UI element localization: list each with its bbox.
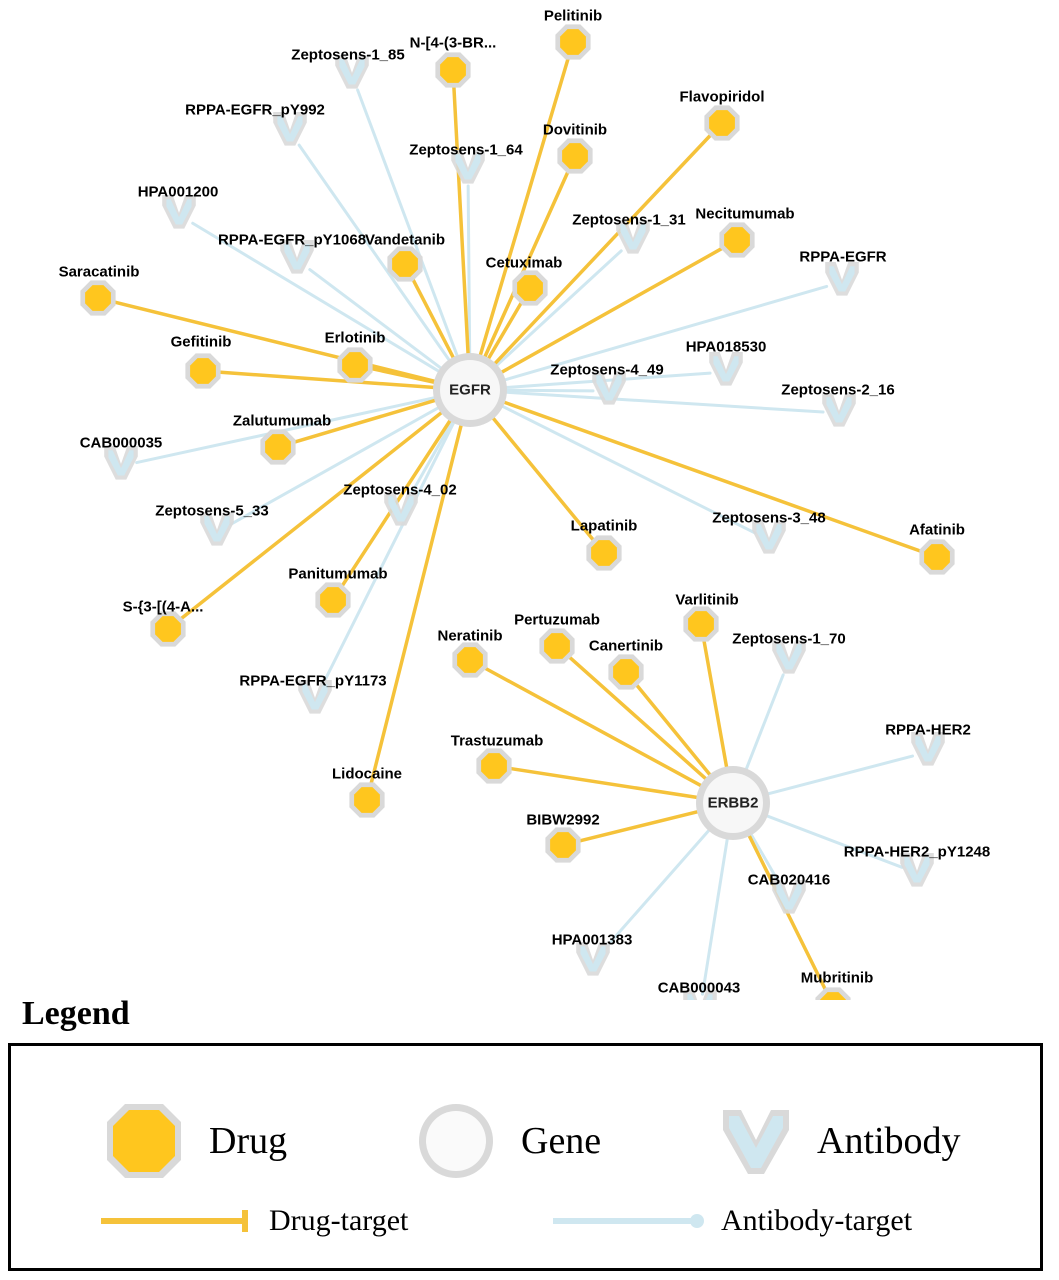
antibody-node[interactable] bbox=[911, 732, 945, 766]
antibody-node-label: RPPA-EGFR_pY1173 bbox=[239, 672, 387, 690]
legend-label-drug: Drug bbox=[209, 1120, 288, 1162]
legend-box bbox=[8, 1043, 1043, 1271]
drug-node[interactable] bbox=[815, 987, 850, 1000]
drug-node-label: Zalutumumab bbox=[232, 412, 332, 430]
drug-node[interactable] bbox=[557, 138, 592, 173]
edge bbox=[499, 286, 827, 381]
antibody-node-label: RPPA-EGFR bbox=[799, 248, 887, 266]
drug-node-label: Pelitinib bbox=[543, 7, 603, 25]
drug-node[interactable] bbox=[80, 280, 115, 315]
antibody-node[interactable] bbox=[683, 990, 717, 1000]
antibody-icon bbox=[711, 1096, 801, 1186]
antibody-node-label: Zeptosens-4_02 bbox=[343, 481, 457, 499]
legend-label-gene: Gene bbox=[521, 1120, 602, 1162]
antibody-node-label: RPPA-HER2 bbox=[885, 721, 971, 739]
antibody-node[interactable] bbox=[576, 942, 610, 976]
antibody-node-label: Zeptosens-4_49 bbox=[550, 361, 664, 379]
drug-node[interactable] bbox=[185, 353, 220, 388]
antibody-node[interactable] bbox=[616, 220, 650, 254]
drug-node-label: BIBW2992 bbox=[526, 811, 600, 829]
edge bbox=[409, 416, 455, 498]
drug-node[interactable] bbox=[919, 539, 954, 574]
antibody-node[interactable] bbox=[900, 853, 934, 887]
antibody-node-label: HPA001383 bbox=[551, 931, 633, 949]
legend-item-antibody bbox=[711, 1096, 961, 1186]
antibody-node[interactable] bbox=[752, 520, 786, 554]
drug-node[interactable] bbox=[586, 535, 621, 570]
drug-node-label: Flavopiridol bbox=[679, 88, 765, 106]
edge bbox=[703, 833, 729, 995]
drug-node[interactable] bbox=[608, 654, 643, 689]
drug-icon bbox=[99, 1096, 189, 1186]
antibody-node-label: Zeptosens-1_85 bbox=[291, 46, 405, 64]
drug-node-label: Trastuzumab bbox=[450, 732, 544, 750]
antibody-node-label: Zeptosens-3_48 bbox=[712, 509, 826, 527]
drug-node-label: Canertinib bbox=[588, 637, 664, 655]
drug-node[interactable] bbox=[476, 748, 511, 783]
antibody-node[interactable] bbox=[162, 195, 196, 229]
drug-node[interactable] bbox=[512, 270, 547, 305]
drug-node[interactable] bbox=[545, 827, 580, 862]
edge bbox=[496, 248, 723, 375]
edge bbox=[636, 684, 714, 779]
drug-node[interactable] bbox=[315, 582, 350, 617]
edges-layer bbox=[114, 57, 922, 994]
antibody-node[interactable] bbox=[104, 446, 138, 480]
drug-node-label: Afatinib bbox=[909, 521, 965, 539]
edge bbox=[500, 390, 593, 391]
edge bbox=[744, 675, 783, 775]
legend-edge-drug-target bbox=[99, 1204, 408, 1238]
drug-node-label: Varlitinib bbox=[675, 591, 739, 609]
edge bbox=[358, 90, 460, 362]
drug-target-edge-icon bbox=[99, 1207, 259, 1235]
drug-node[interactable] bbox=[704, 105, 739, 140]
edge bbox=[491, 135, 711, 369]
legend-label-drug-target: Drug-target bbox=[269, 1204, 409, 1237]
drug-node[interactable] bbox=[337, 347, 372, 382]
antibody-node[interactable] bbox=[200, 512, 234, 546]
edge bbox=[762, 756, 912, 795]
antibody-node[interactable] bbox=[772, 640, 806, 674]
legend-item-gene bbox=[411, 1096, 601, 1186]
drug-node[interactable] bbox=[683, 606, 718, 641]
antibody-node-label: RPPA-EGFR_pY1068 bbox=[217, 231, 367, 249]
edge bbox=[498, 400, 922, 552]
edge bbox=[761, 814, 902, 868]
antibody-node-label: Zeptosens-1_64 bbox=[409, 141, 523, 159]
edge bbox=[500, 392, 823, 412]
drug-node[interactable] bbox=[539, 628, 574, 663]
drug-node[interactable] bbox=[349, 782, 384, 817]
drug-node-label: Vandetanib bbox=[364, 231, 446, 249]
antibody-node-label: RPPA-HER2_pY1248 bbox=[843, 843, 991, 861]
drug-node[interactable] bbox=[435, 52, 470, 87]
antibody-node[interactable] bbox=[298, 680, 332, 714]
edge bbox=[454, 86, 469, 360]
edge bbox=[489, 413, 594, 540]
legend-label-antibody: Antibody bbox=[817, 1120, 961, 1162]
drug-node-label: Lidocaine bbox=[331, 765, 403, 783]
antibody-node[interactable] bbox=[451, 150, 485, 184]
edge bbox=[579, 810, 704, 841]
drug-node-label: Neratinib bbox=[437, 627, 503, 645]
gene-node-label: ERBB2 bbox=[707, 794, 759, 812]
antibody-node[interactable] bbox=[822, 393, 856, 427]
antibody-node-label: RPPA-EGFR_pY992 bbox=[185, 101, 325, 119]
legend-item-drug bbox=[99, 1096, 287, 1186]
edge bbox=[322, 417, 456, 686]
edge bbox=[293, 399, 441, 443]
antibody-node-label: Zeptosens-2_16 bbox=[781, 381, 895, 399]
drug-node-label: Dovitinib bbox=[542, 121, 608, 139]
edge bbox=[704, 640, 728, 774]
drug-node-label: N-[4-(3-BR... bbox=[409, 34, 497, 52]
gene-icon bbox=[411, 1096, 501, 1186]
drug-node-label: Lapatinib bbox=[570, 517, 638, 535]
drug-node-label: Cetuximab bbox=[485, 254, 563, 272]
drug-node-label: Erlotinib bbox=[324, 329, 386, 347]
drug-node[interactable] bbox=[555, 24, 590, 59]
drug-node[interactable] bbox=[452, 642, 487, 677]
legend-label-antibody-target: Antibody-target bbox=[721, 1204, 913, 1237]
antibody-node[interactable] bbox=[772, 880, 806, 914]
legend-title: Legend bbox=[22, 995, 130, 1032]
antibody-node-label: HPA001200 bbox=[137, 183, 219, 201]
drug-node-label: Pertuzumab bbox=[514, 611, 600, 629]
drug-node[interactable] bbox=[719, 222, 754, 257]
antibody-node-label: Zeptosens-1_70 bbox=[732, 630, 846, 648]
drug-node[interactable] bbox=[387, 246, 422, 281]
drug-node-label: Saracatinib bbox=[58, 263, 140, 281]
drug-node[interactable] bbox=[260, 429, 295, 464]
antibody-node-label: CAB000035 bbox=[79, 434, 163, 452]
antibody-node[interactable] bbox=[335, 55, 369, 89]
antibody-node-label: Zeptosens-5_33 bbox=[155, 502, 269, 520]
antibody-node-label: CAB020416 bbox=[747, 871, 831, 889]
edge bbox=[604, 826, 714, 950]
antibody-node-label: HPA018530 bbox=[685, 338, 767, 356]
edge bbox=[371, 368, 441, 383]
antibody-node[interactable] bbox=[709, 352, 743, 386]
drug-node-label: Gefitinib bbox=[170, 333, 232, 351]
antibody-node-label: CAB000043 bbox=[657, 979, 741, 997]
nodes-layer bbox=[80, 24, 954, 1000]
antibody-node-label: Zeptosens-1_31 bbox=[572, 211, 686, 229]
antibody-node[interactable] bbox=[825, 262, 859, 296]
drug-node[interactable] bbox=[150, 611, 185, 646]
edge bbox=[748, 829, 781, 886]
edge bbox=[479, 57, 569, 361]
drug-node-label: Panitumumab bbox=[288, 565, 388, 583]
antibody-target-edge-icon bbox=[551, 1207, 711, 1235]
drug-node-label: S-{3-[(4-A... bbox=[122, 598, 204, 616]
legend-edge-antibody-target bbox=[551, 1204, 912, 1238]
gene-node-label: EGFR bbox=[449, 381, 491, 399]
antibody-node[interactable] bbox=[273, 112, 307, 146]
drug-node-label: Necitumumab bbox=[695, 205, 795, 223]
drug-node-label: Mubritinib bbox=[800, 969, 874, 987]
